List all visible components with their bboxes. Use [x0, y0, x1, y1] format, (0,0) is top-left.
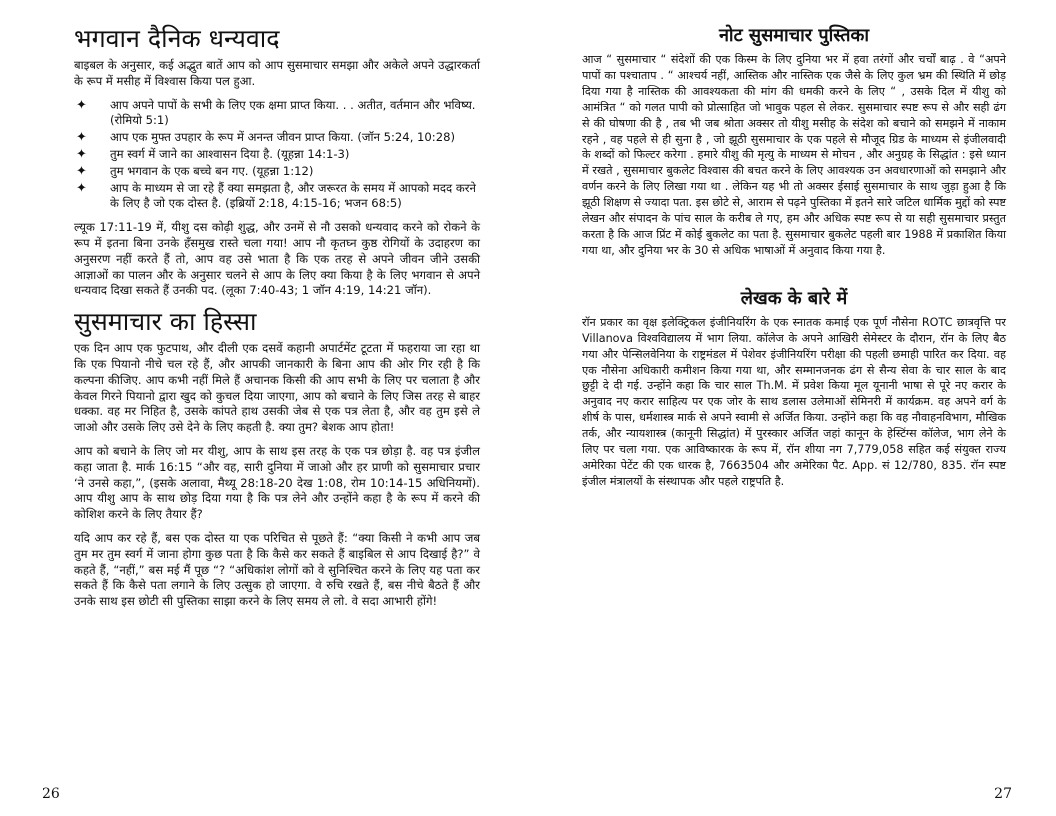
list-item [74, 181, 480, 213]
luke-paragraph: ल्यूक 17:11-19 में, यीशु दस कोढ़ी शुद्ध, और उनमें से नौ उसको धन्यवाद करने को रोकने के रूप में इतना बिना उनके हँसमुख रास्ते चला गया! आप नौ कृतघ्न कुष्ठ रोगियों के उदाहरण का अनुसरण नहीं करते हैं तो, आप वह उसे भाता है कि एक तरह से अपने जीवन जीने उसकी आज्ञाओं का पालन और के अनुसार चलने से आप के लिए क्या किया है के लिए भगवान से अपने धन्यवाद दिखा सकते हैं उनकी पद. (लूका 7:40-43; 1 जॉन 4:19, 14:21 जॉन). [74, 220, 480, 298]
four-point-star-bullet-icon: ✦ [76, 130, 87, 146]
list-item [74, 98, 480, 130]
section-title-about-author: लेखक के बारे में [740, 287, 848, 309]
right-page [528, 0, 1056, 816]
list-item [74, 164, 480, 180]
four-point-star-bullet-icon: ✦ [76, 180, 87, 196]
list-item-text: आप के माध्यम से जा रहे हैं क्या समझता है, और जरूरत के समय में आपको मदद करने के लिए है जो एक दोस्त है. (इब्रियों 2:18, 4:15-16; भजन 68:5) [110, 180, 476, 211]
ask-friend-paragraph: यदि आप कर रहे हैं, बस एक दोस्त या एक परिचित से पूछते हैं: “क्या किसी ने कभी आप जब तुम मर तुम स्वर्ग में जाना होगा कुछ पता है कि कैसे कर सकते हैं बाइबिल से आप दिखाई है?” वे कहते हैं, “नहीं,” बस मई मैं पूछ “? “अधिकांश लोगों को वे सुनिश्चित करने के लिए यह पता कर सकते हैं कि कैसे पता लगाने के लिए उत्सुक हो जाएगा. वे रुचि रखते हैं, बस नीचे बैठते हैं और उनके साथ इस छोटी सी पुस्तिका साझा करने के लिए समय ले लो. वे सदा आभारी होंगे! [74, 530, 480, 609]
about-author-paragraph: रॉन प्रकार का वृक्ष इलेक्ट्रिकल इंजीनियरिंग के एक स्नातक कमाई एक पूर्ण नौसेना ROTC छात्रवृत्ति पर Villanova विश्वविद्यालय में भाग लिया. कॉलेज के अपने आखिरी सेमेस्टर के दौरान, रॉन के लिए बैठ गया और पेन्सिलवेनिया के राष्ट्रमंडल में पेशेवर इंजीनियरिंग परीक्षा की पहली छमाही पारित कर दिया. वह एक नौसेना अधिकारी कमीशन किया गया था, और सम्मानजनक ढंग से सैन्य सेवा के चार साल के बाद छुट्टी दे दी गई. उन्होंने कहा कि चार साल Th.M. में प्रवेश किया मूल यूनानी भाषा से पूरे नए करार के अनुवाद नए करार साहित्य पर एक जोर के साथ डलास उलेमाओं सेमिनरी में कार्यक्रम. वह अपने वर्ग के शीर्ष के पास, धर्मशास्त्र मार्क से अपने स्वामी से अर्जित किया. उन्होंने कहा कि वह नौवाहनविभाग, मौखिक तर्क, और न्यायशास्त्र (कानूनी सिद्धांत) में पुरस्कार अर्जित जहां कानून के हेस्टिंग्स कॉलेज, भाग लेने के लिए पर चला गया. एक आविष्कारक के रूप में, रॉन शीया नग 7,779,058 सहित कई संयुक्त राज्य अमेरिका पेटेंट की एक धारक है, 7663504 और अमेरिका पैट. App. सं 12/780, 835. रॉन स्पष्ट इंजील मंत्रालयों के संस्थापक और पहले राष्ट्रपति है. [582, 315, 1006, 488]
page-title-daily-thanks: भगवान दैनिक धन्यवाद [74, 24, 280, 53]
right-column [582, 24, 1006, 498]
list-item-text: आप अपने पापों के सभी के लिए एक क्षमा प्राप्त किया. . . अतीत, वर्तमान और भविष्य. (रोमियो 5:1) [110, 97, 476, 128]
blessings-list [74, 98, 480, 213]
page-title-booklet-note: नोट सुसमाचार पुस्तिका [718, 25, 870, 46]
page-number-left: 26 [42, 786, 60, 802]
four-point-star-bullet-icon: ✦ [76, 163, 87, 179]
section-title-gospel-part: सुसमाचार का हिस्सा [74, 307, 257, 337]
list-item-text: तुम स्वर्ग में जाने का आश्वासन दिया है. (यूहन्ना 14:1-3) [110, 146, 350, 161]
list-item-text: तुम भगवान के एक बच्चे बन गए. (यूहन्ना 1:12) [110, 163, 314, 178]
four-point-star-bullet-icon: ✦ [76, 97, 87, 113]
story-paragraph: एक दिन आप एक फुटपाथ, और दीली एक दसवें कहानी अपार्टमेंट टूटता में फहराया जा रहा था कि एक पियानो नीचे चल रहे हैं, और आपकी जानकारी के बिना आप की ओर गिर रही है कि कल्पना कीजिए. आप कभी नहीं मिले हैं अचानक किसी की आप सभी के लिए पर चलाता है और केवल गिरने पियानो द्वारा खुद को कुचल दिया जाएगा, आप को बचाने के लिए जिस तरह से बाहर धक्का. वह मर निहित है, उसके कांपते हाथ उसकी जेब से एक पत्र लेता है, और वह तुम इसे ले जाओ और उसके लिए उसे देने के लिए कहती है. क्या तुम? बेशक आप होता! [74, 341, 480, 435]
page-number-right: 27 [994, 786, 1012, 802]
left-column [74, 24, 480, 618]
booklet-note-paragraph: आज “ सुसमाचार “ संदेशों की एक किस्म के लिए दुनिया भर में हवा तरंगों और चर्चों बाढ़ . वे “अपने पापों का पश्चाताप . “ आश्चर्य नहीं, आस्तिक और नास्तिक एक जैसे के लिए कुल भ्रम की स्थिति में छोड़ दिया गया है नास्तिक की आवश्यकता की मांग की धमकी करने के लिए “ , उसके दिल में यीशु को आमंत्रित “ को गलत पापी को प्रोत्साहित जो भावुक पहल से लेकर. सुसमाचार स्पष्ट रूप से और सही ढंग से की घोषणा की है , तब भी जब श्रोता अक्सर तो यीशु मसीह के संदेश को बचाने को समझने में नाकाम रहने , वह पहले से ही सुना है , जो झूठी सुसमाचार के एक पहले से मौजूद ग्रिड के माध्यम से इंजीलवादी के शब्दों को फिल्टर करेगा . हमारे यीशु की मृत्यु के माध्यम से मोचन , और अनुग्रह के सिद्धांत : इसे ध्यान में रखते , सुसमाचार बुकलेट विश्वास की बचत करने के लिए आवश्यक उन अवधारणाओं को समझाने और वर्णन करने के लिए लिखा गया था . लेकिन यह भी तो अक्सर ईसाई सुसमाचार के साथ जुड़ा हुआ है कि झूठी शिक्षण से ज्यादा पता. इस छोटे से, आराम से पढ़ने पुस्तिका में इतने सारे जटिल धार्मिक मुद्दों को स्पष्ट लेखन और संपादन के पांच साल के करीब ले गए, हम और अधिक स्पष्ट रूप से या सही सुसमाचार प्रस्तुत करता है कि आज प्रिंट में कोई बुकलेट का पता है. सुसमाचार बुकलेट पहली बार 1988 में प्रकाशित किया गया था, और दुनिया भर के 30 से अधिक भाषाओं में अनुवाद किया गया है. [582, 53, 1006, 257]
four-point-star-bullet-icon: ✦ [76, 146, 87, 162]
letter-paragraph: आप को बचाने के लिए जो मर यीशु, आप के साथ इस तरह के एक पत्र छोड़ा है. वह पत्र इंजील कहा जाता है. मार्क 16:15 “और वह, सारी दुनिया में जाओ और हर प्राणी को सुसमाचार प्रचार ‘ने उनसे कहा,”, (इसके अलावा, मैथ्यू 28:18-20 देख 1:08, रोम 10:14-15 अधिनियमों). आप यीशु आप के साथ छोड़ दिया गया है कि पत्र लेने और उन्होंने कहा है के रूप में करने की कोशिश करने के लिए तैयार हैं? [74, 443, 480, 522]
list-item [74, 147, 480, 163]
list-item-text: आप एक मुफ्त उपहार के रूप में अनन्त जीवन प्राप्त किया. (जॉन 5:24, 10:28) [110, 130, 455, 145]
intro-paragraph: बाइबल के अनुसार, कई अद्भुत बातें आप को आप सुसमाचार समझा और अकेले अपने उद्धारकर्ता के रूप में मसीह में विश्वास किया पल हुआ. [74, 58, 480, 88]
list-item [74, 130, 480, 146]
